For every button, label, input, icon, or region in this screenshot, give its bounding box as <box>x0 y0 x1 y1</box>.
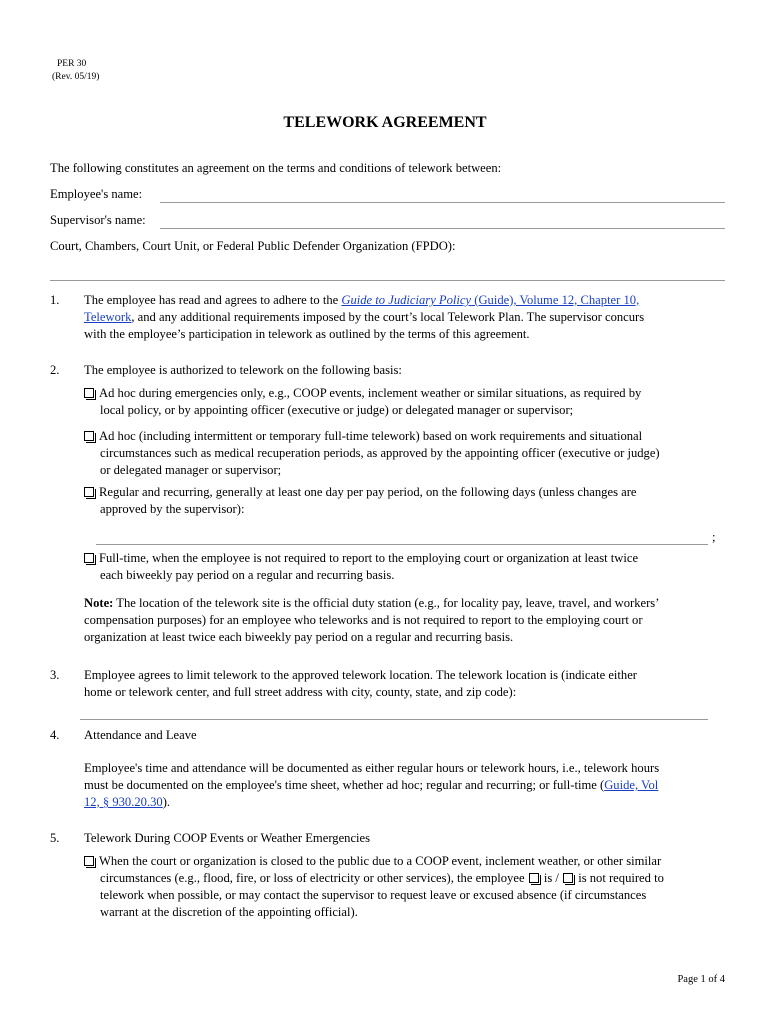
guide-vol-link[interactable]: Guide, Vol <box>604 778 659 792</box>
court-label: Court, Chambers, Court Unit, or Federal Public Defender Organization (FPDO): <box>50 239 456 253</box>
note-label: Note: <box>84 596 114 610</box>
section-2-lead: The employee is authorized to telework on the following basis: <box>84 363 402 377</box>
checkbox-icon[interactable] <box>84 856 94 866</box>
checkbox-icon[interactable] <box>529 873 539 883</box>
guide-to-judiciary-policy-link[interactable]: Guide to Judiciary Policy (Guide), Volume 12, Chapter 10, <box>341 293 640 307</box>
s1-text-a: The employee has read and agrees to adhere to the <box>84 293 342 307</box>
section-4-heading: Attendance and Leave <box>84 728 197 742</box>
form-header <box>52 58 99 84</box>
page-number: Page 1 of 4 <box>677 974 725 985</box>
section-3-text: Employee agrees to limit telework to the approved telework location. The telework location is (indicate either home or telework center, and full street address with city, county, state, and zip code): <box>84 668 638 699</box>
guide-section-link[interactable]: 12, § 930.20.30 <box>84 795 163 809</box>
s1-text-b: , and any additional requirements imposed by the court’s local Telework Plan. The supervisor concurs <box>131 310 645 324</box>
form-revision: (Rev. 05/19) <box>52 72 100 82</box>
employee-name-label: Employee's name: <box>50 187 143 201</box>
note-block: Note: The location of the telework site is the official duty station (e.g., for locality pay, leave, travel, and workers’ compensation purposes) for an employee who teleworks and is not required to report to the employing court or organization at least twice each biweekly pay period on a regular and recurring basis. <box>84 596 660 644</box>
telework-days-field[interactable] <box>96 544 708 545</box>
option-regular-recurring: Regular and recurring, generally at least one day per pay period, on the following days (unless changes are approved by the supervisor): <box>84 484 724 518</box>
section-3-number: 3. <box>50 668 60 682</box>
supervisor-name-field[interactable] <box>160 228 725 229</box>
option-full-time: Full-time, when the employee is not required to report to the employing court or organization at least twice each biweekly pay period on a regular and recurring basis. <box>84 550 724 584</box>
days-terminator: ; <box>712 530 716 544</box>
option-adhoc-intermittent: Ad hoc (including intermittent or temporary full-time telework) based on work requirements and situational circumstances such as medical recuperation periods, as approved by the appointing officer (executive or judge) or delegated manager or supervisor; <box>84 428 724 479</box>
employee-name-field[interactable] <box>160 202 725 203</box>
court-field[interactable] <box>50 280 725 281</box>
option-adhoc-emergency: Ad hoc during emergencies only, e.g., COOP events, inclement weather or similar situations, as required by local policy, or by appointing officer (executive or judge) or delegated manager or supervisor; <box>84 385 724 419</box>
checkbox-icon[interactable] <box>84 388 94 398</box>
telework-link[interactable]: Telework <box>84 310 132 324</box>
page-title: TELEWORK AGREEMENT <box>283 114 487 131</box>
section-2-number: 2. <box>50 363 60 377</box>
supervisor-name-label: Supervisor's name: <box>50 213 146 227</box>
section-1-number: 1. <box>50 293 60 307</box>
section-4-text: Employee's time and attendance will be documented as either regular hours or telework hours, i.e., telework hours must be documented on the employee's time sheet, whether ad hoc; regular and recurring; or full-time (Guide, Vol 12, § 930.20.30). <box>84 761 660 809</box>
section-1-text <box>84 292 734 343</box>
coop-option: When the court or organization is closed to the public due to a COOP event, inclement weather, or other similar circumstances (e.g., flood, fire, or loss of electricity or other services), the employee is / is not required to telework when possible, or may contact the supervisor to request leave or excused absence (if circumstances warrant at the discretion of the appointing official). <box>84 853 724 921</box>
telework-location-field[interactable] <box>80 719 708 720</box>
s1-text-c: with the employee’s participation in telework as outlined by the terms of this agreement. <box>84 327 530 341</box>
checkbox-icon[interactable] <box>84 431 94 441</box>
section-4-number: 4. <box>50 728 60 742</box>
section-5-heading: Telework During COOP Events or Weather Emergencies <box>84 831 371 845</box>
checkbox-icon[interactable] <box>84 487 94 497</box>
intro-text: The following constitutes an agreement on the terms and conditions of telework between: <box>50 161 502 175</box>
form-id: PER 30 <box>57 59 87 69</box>
section-5-number: 5. <box>50 831 60 845</box>
checkbox-icon[interactable] <box>84 553 94 563</box>
checkbox-icon[interactable] <box>563 873 573 883</box>
